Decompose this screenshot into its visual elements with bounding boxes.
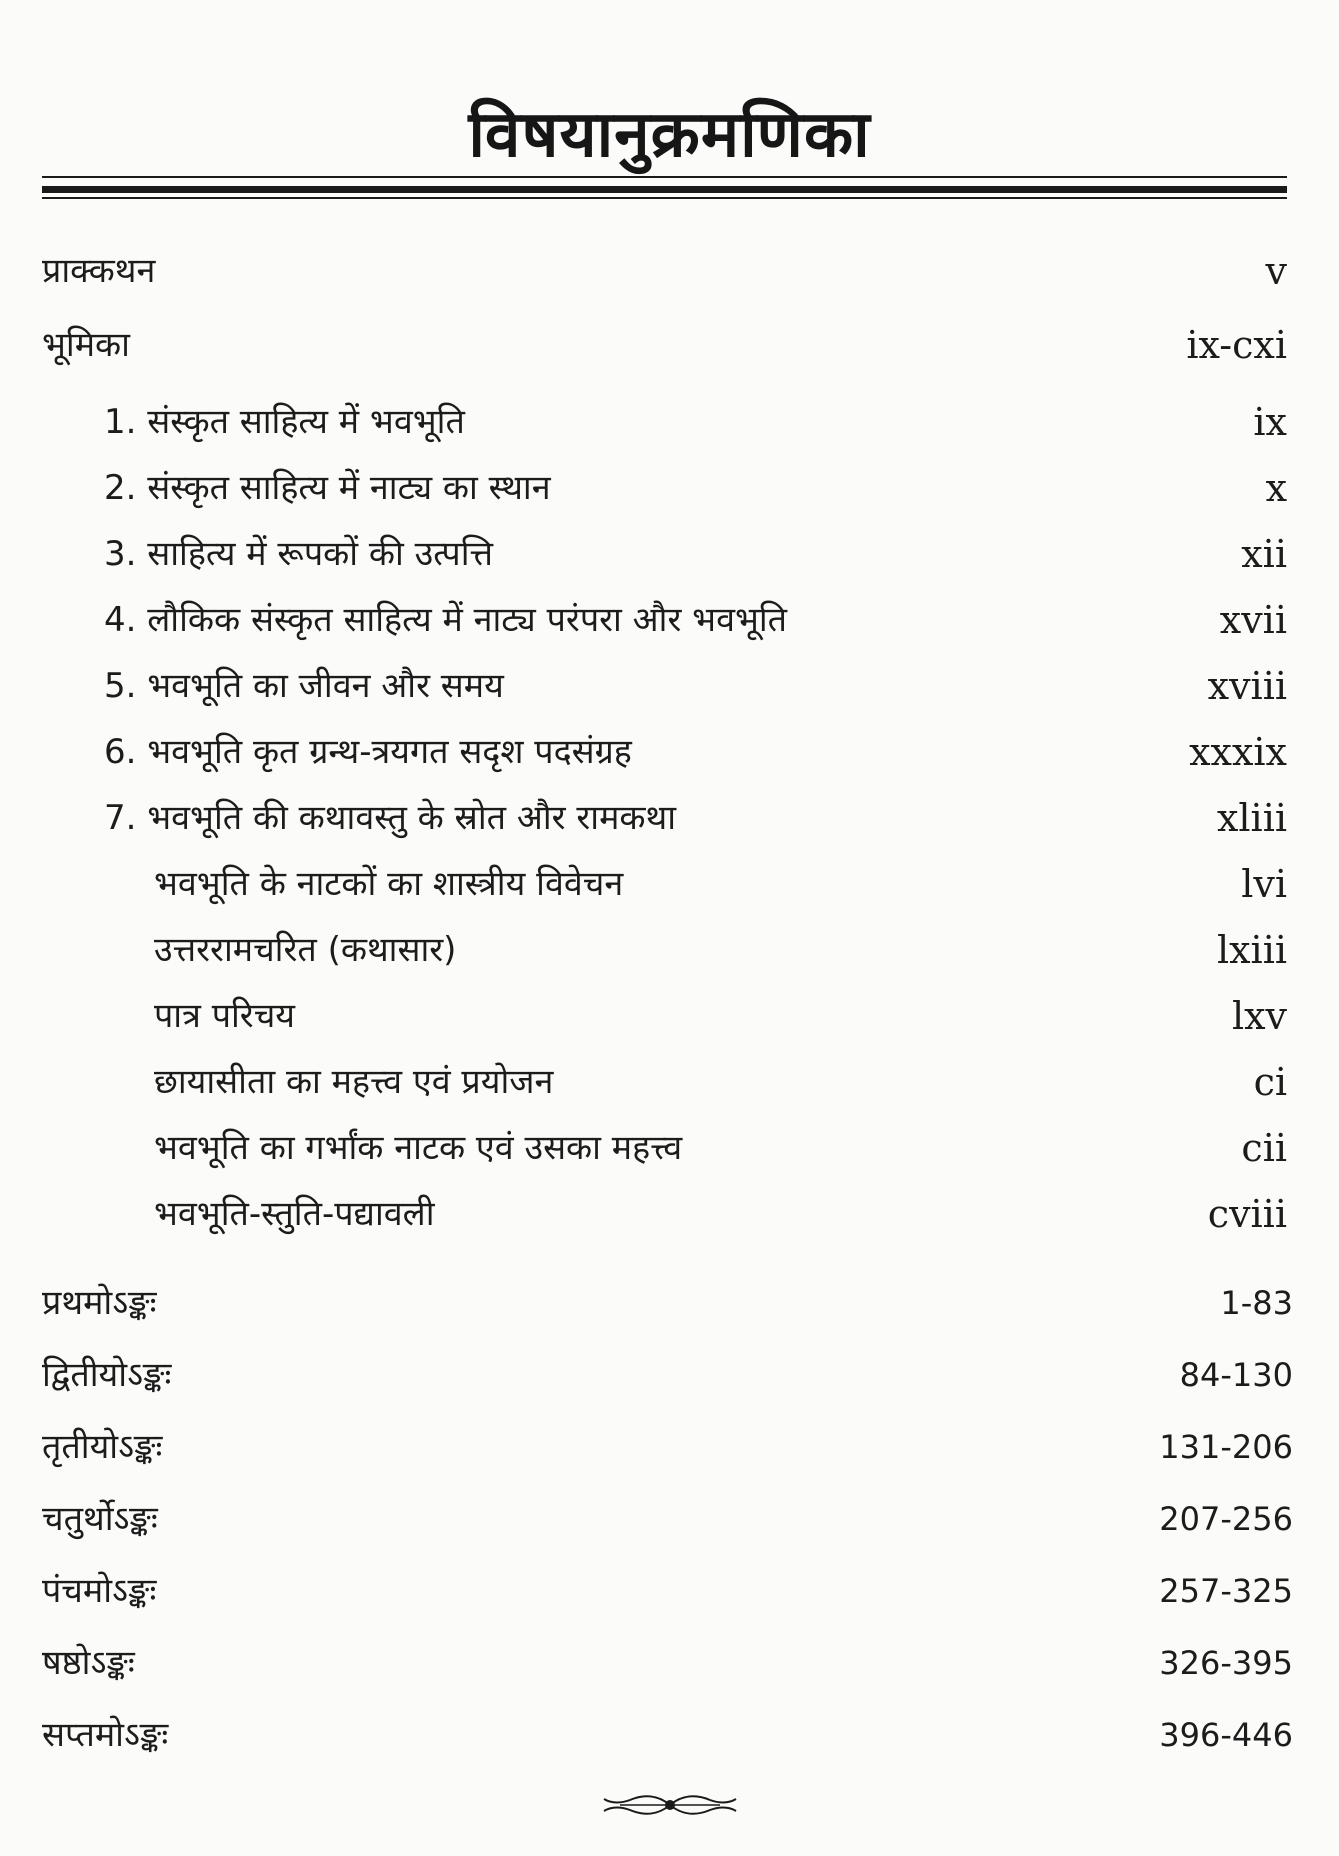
toc-entry-page: ci [1253,1060,1287,1104]
toc-entry-prakkathan[interactable] [0,246,1339,296]
toc-entry-label: प्राक्कथन [42,251,156,291]
toc-entry-intro-2[interactable] [0,463,1339,513]
toc-entry-act-7[interactable] [0,1710,1339,1760]
toc-entry-page: cviii [1207,1192,1287,1236]
toc-entry-label: प्रथमोऽङ्कः [42,1283,157,1323]
toc-entry-act-3[interactable] [0,1422,1339,1472]
toc-entry-sub-2[interactable] [0,925,1339,975]
toc-entry-label: भूमिका [42,325,130,365]
toc-entry-act-4[interactable] [0,1494,1339,1544]
toc-entry-page: 326-395 [1159,1644,1293,1682]
toc-entry-sub-6[interactable] [0,1189,1339,1239]
toc-entry-page: 1-83 [1220,1284,1293,1322]
toc-entry-page: 131-206 [1159,1428,1293,1466]
toc-entry-page: 257-325 [1159,1572,1293,1610]
toc-entry-page: 84-130 [1179,1356,1293,1394]
toc-entry-act-5[interactable] [0,1566,1339,1616]
toc-entry-page: xxxix [1189,730,1287,774]
toc-entry-intro-6[interactable] [0,727,1339,777]
toc-entry-page: xvii [1219,598,1287,642]
toc-entry-page: 396-446 [1159,1716,1293,1754]
title-rule-bottom [42,197,1287,199]
toc-entry-label: तृतीयोऽङ्कः [42,1427,163,1467]
ornament-flourish-icon [600,1790,740,1820]
toc-entry-act-6[interactable] [0,1638,1339,1688]
toc-entry-label: 5. भवभूति का जीवन और समय [104,666,504,706]
toc-entry-label: 7. भवभूति की कथावस्तु के स्रोत और रामकथा [104,798,677,838]
toc-entry-intro-5[interactable] [0,661,1339,711]
toc-entry-label: भवभूति के नाटकों का शास्त्रीय विवेचन [154,864,624,904]
toc-entry-label: भवभूति-स्तुति-पद्यावली [154,1194,435,1234]
toc-entry-label: चतुर्थोऽङ्कः [42,1499,158,1539]
toc-entry-label: पंचमोऽङ्कः [42,1571,157,1611]
toc-entry-label: 4. लौकिक संस्कृत साहित्य में नाट्य परंपरा और भवभूति [104,600,788,640]
toc-entry-page: x [1265,466,1287,510]
toc-entry-label: द्वितीयोऽङ्कः [42,1355,172,1395]
page-title: विषयानुक्रमणिका [468,98,871,172]
toc-entry-sub-1[interactable] [0,859,1339,909]
toc-entry-page: xviii [1207,664,1287,708]
title-rule-thick [42,186,1287,193]
toc-entry-sub-3[interactable] [0,991,1339,1041]
toc-entry-bhumika[interactable] [0,320,1339,370]
toc-entry-label: छायासीता का महत्त्व एवं प्रयोजन [154,1062,554,1102]
toc-entry-page: ix [1253,400,1287,444]
toc-entry-label: 2. संस्कृत साहित्य में नाट्य का स्थान [104,468,551,508]
toc-entry-label: 3. साहित्य में रूपकों की उत्पत्ति [104,534,494,574]
toc-entry-page: lxv [1231,994,1287,1038]
toc-entry-page: cii [1241,1126,1287,1170]
toc-entry-intro-4[interactable] [0,595,1339,645]
toc-entry-act-2[interactable] [0,1350,1339,1400]
toc-entry-page: lvi [1241,862,1287,906]
toc-entry-page: 207-256 [1159,1500,1293,1538]
toc-entry-label: षष्ठोऽङ्कः [42,1643,135,1683]
toc-entry-sub-5[interactable] [0,1123,1339,1173]
toc-entry-label: 1. संस्कृत साहित्य में भवभूति [104,402,465,442]
toc-entry-page: xliii [1216,796,1287,840]
toc-entry-page: xii [1241,532,1287,576]
toc-entry-intro-3[interactable] [0,529,1339,579]
toc-entry-label: उत्तररामचरित (कथासार) [154,930,457,970]
toc-entry-page: v [1265,249,1287,293]
toc-entry-label: 6. भवभूति कृत ग्रन्थ-त्रयगत सदृश पदसंग्रह [104,732,632,772]
toc-entry-label: भवभूति का गर्भांक नाटक एवं उसका महत्त्व [154,1128,683,1168]
toc-entry-intro-7[interactable] [0,793,1339,843]
toc-entry-intro-1[interactable] [0,397,1339,447]
toc-entry-label: सप्तमोऽङ्कः [42,1715,169,1755]
toc-entry-page: ix-cxi [1186,323,1287,367]
toc-entry-sub-4[interactable] [0,1057,1339,1107]
toc-entry-page: lxiii [1216,928,1287,972]
toc-entry-act-1[interactable] [0,1278,1339,1328]
toc-entry-label: पात्र परिचय [154,996,296,1036]
title-rule-top [42,176,1287,178]
